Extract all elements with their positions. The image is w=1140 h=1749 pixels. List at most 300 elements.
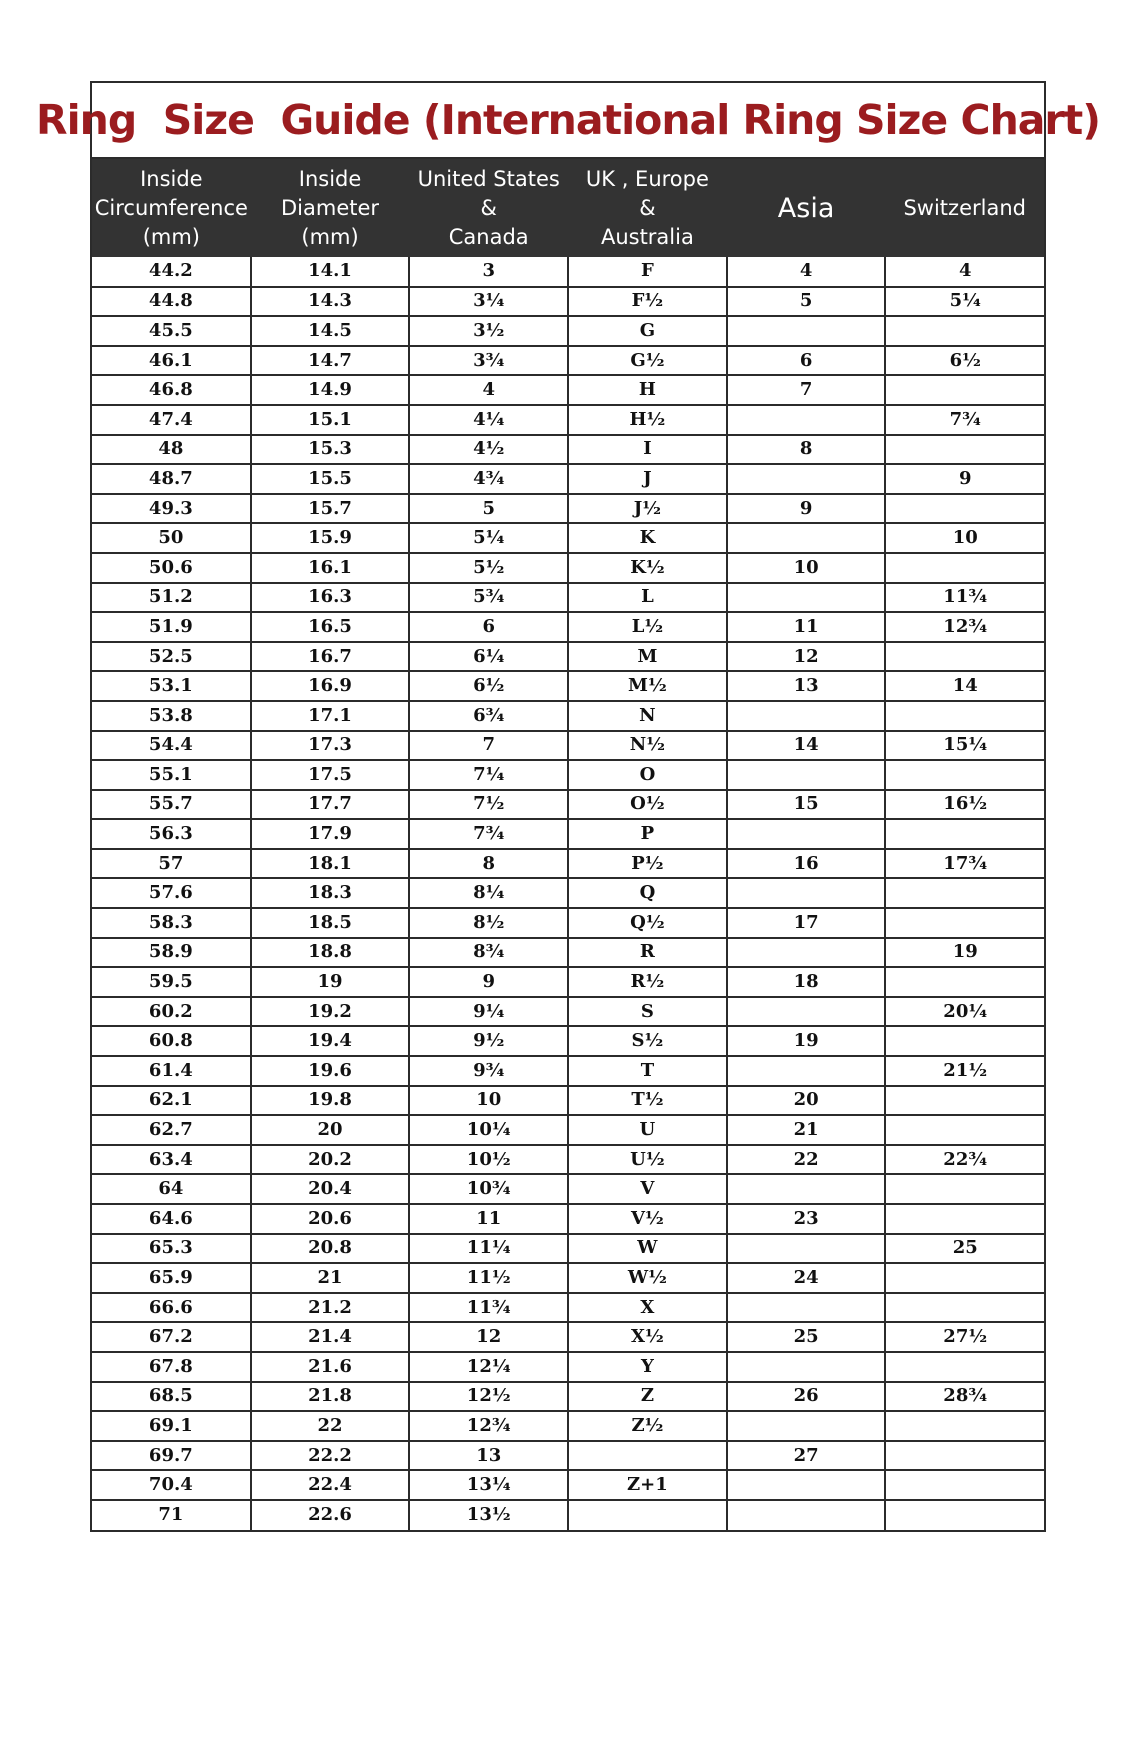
table-row [92, 1441, 1044, 1471]
cell-switzerland: 4 [885, 257, 1044, 287]
cell-inside-diameter: 22.6 [251, 1500, 410, 1530]
cell-us-canada: 13 [409, 1441, 568, 1471]
cell-asia: 10 [727, 553, 886, 583]
cell-inside-diameter: 21.8 [251, 1382, 410, 1412]
cell-inside-diameter: 14.3 [251, 287, 410, 317]
table-row [92, 731, 1044, 761]
cell-inside-circumference: 59.5 [92, 967, 251, 997]
cell-inside-circumference: 51.2 [92, 583, 251, 613]
cell-asia [727, 997, 886, 1027]
cell-us-canada: 6 [409, 612, 568, 642]
cell-uk-europe-australia: K½ [568, 553, 727, 583]
cell-us-canada: 4 [409, 375, 568, 405]
cell-inside-circumference: 69.1 [92, 1411, 251, 1441]
cell-switzerland: 19 [885, 938, 1044, 968]
cell-asia [727, 1411, 886, 1441]
cell-inside-diameter: 21.2 [251, 1293, 410, 1323]
cell-asia [727, 1352, 886, 1382]
cell-asia: 22 [727, 1145, 886, 1175]
cell-switzerland: 22¾ [885, 1145, 1044, 1175]
cell-inside-diameter: 14.7 [251, 346, 410, 376]
cell-uk-europe-australia: G½ [568, 346, 727, 376]
cell-switzerland [885, 316, 1044, 346]
cell-switzerland [885, 967, 1044, 997]
cell-inside-diameter: 17.3 [251, 731, 410, 761]
cell-switzerland [885, 1411, 1044, 1441]
cell-us-canada: 13½ [409, 1500, 568, 1530]
cell-inside-circumference: 58.3 [92, 908, 251, 938]
table-row [92, 1174, 1044, 1204]
cell-switzerland [885, 553, 1044, 583]
cell-asia: 6 [727, 346, 886, 376]
cell-inside-circumference: 53.8 [92, 701, 251, 731]
table-row [92, 612, 1044, 642]
cell-uk-europe-australia: X [568, 1293, 727, 1323]
cell-us-canada: 3½ [409, 316, 568, 346]
cell-inside-diameter: 18.1 [251, 849, 410, 879]
cell-inside-diameter: 17.7 [251, 790, 410, 820]
table-row [92, 1204, 1044, 1234]
cell-inside-circumference: 55.7 [92, 790, 251, 820]
cell-us-canada: 5½ [409, 553, 568, 583]
cell-inside-circumference: 57.6 [92, 878, 251, 908]
table-row [92, 523, 1044, 553]
cell-switzerland [885, 1174, 1044, 1204]
cell-us-canada: 9½ [409, 1026, 568, 1056]
cell-us-canada: 12¼ [409, 1352, 568, 1382]
cell-inside-circumference: 51.9 [92, 612, 251, 642]
cell-inside-diameter: 16.5 [251, 612, 410, 642]
cell-switzerland [885, 1470, 1044, 1500]
table-row [92, 849, 1044, 879]
cell-uk-europe-australia: T [568, 1056, 727, 1086]
cell-asia [727, 1174, 886, 1204]
cell-inside-diameter: 15.9 [251, 523, 410, 553]
cell-asia: 27 [727, 1441, 886, 1471]
cell-inside-diameter: 22.4 [251, 1470, 410, 1500]
cell-asia [727, 1293, 886, 1323]
cell-asia [727, 701, 886, 731]
table-row [92, 435, 1044, 465]
cell-inside-diameter: 18.3 [251, 878, 410, 908]
cell-inside-diameter: 16.9 [251, 671, 410, 701]
cell-asia: 13 [727, 671, 886, 701]
cell-us-canada: 13¼ [409, 1470, 568, 1500]
table-row [92, 494, 1044, 524]
cell-uk-europe-australia: S [568, 997, 727, 1027]
cell-us-canada: 11¼ [409, 1234, 568, 1264]
cell-asia [727, 405, 886, 435]
cell-inside-circumference: 67.8 [92, 1352, 251, 1382]
cell-uk-europe-australia: R½ [568, 967, 727, 997]
cell-uk-europe-australia: L [568, 583, 727, 613]
cell-switzerland [885, 1293, 1044, 1323]
cell-inside-circumference: 61.4 [92, 1056, 251, 1086]
cell-switzerland: 6½ [885, 346, 1044, 376]
cell-asia [727, 523, 886, 553]
cell-inside-circumference: 50 [92, 523, 251, 553]
cell-uk-europe-australia: P [568, 819, 727, 849]
cell-inside-diameter: 19.6 [251, 1056, 410, 1086]
cell-uk-europe-australia: W½ [568, 1263, 727, 1293]
cell-switzerland [885, 494, 1044, 524]
cell-us-canada: 11½ [409, 1263, 568, 1293]
cell-uk-europe-australia: F½ [568, 287, 727, 317]
cell-asia: 25 [727, 1322, 886, 1352]
ring-size-table [92, 159, 1044, 1530]
cell-inside-diameter: 17.9 [251, 819, 410, 849]
cell-us-canada: 7¾ [409, 819, 568, 849]
cell-inside-circumference: 53.1 [92, 671, 251, 701]
cell-switzerland [885, 760, 1044, 790]
table-row [92, 1086, 1044, 1116]
cell-switzerland [885, 1500, 1044, 1530]
cell-inside-diameter: 19.2 [251, 997, 410, 1027]
cell-asia [727, 583, 886, 613]
cell-inside-circumference: 65.3 [92, 1234, 251, 1264]
cell-asia [727, 464, 886, 494]
table-row [92, 583, 1044, 613]
cell-switzerland [885, 1263, 1044, 1293]
cell-inside-circumference: 64.6 [92, 1204, 251, 1234]
cell-switzerland: 5¼ [885, 287, 1044, 317]
cell-inside-circumference: 65.9 [92, 1263, 251, 1293]
cell-inside-diameter: 22 [251, 1411, 410, 1441]
cell-asia: 24 [727, 1263, 886, 1293]
cell-asia [727, 1234, 886, 1264]
cell-switzerland [885, 701, 1044, 731]
cell-asia [727, 878, 886, 908]
table-header [92, 159, 1044, 257]
cell-switzerland: 14 [885, 671, 1044, 701]
cell-us-canada: 9¼ [409, 997, 568, 1027]
cell-inside-diameter: 17.5 [251, 760, 410, 790]
cell-uk-europe-australia: Z+1 [568, 1470, 727, 1500]
cell-inside-diameter: 21.4 [251, 1322, 410, 1352]
cell-switzerland: 15¼ [885, 731, 1044, 761]
table-row [92, 701, 1044, 731]
cell-switzerland: 25 [885, 1234, 1044, 1264]
cell-uk-europe-australia: U½ [568, 1145, 727, 1175]
cell-inside-diameter: 20.8 [251, 1234, 410, 1264]
cell-asia [727, 819, 886, 849]
cell-inside-circumference: 44.8 [92, 287, 251, 317]
cell-inside-diameter: 22.2 [251, 1441, 410, 1471]
cell-switzerland: 12¾ [885, 612, 1044, 642]
cell-switzerland [885, 1115, 1044, 1145]
cell-switzerland [885, 908, 1044, 938]
cell-uk-europe-australia: I [568, 435, 727, 465]
table-row [92, 1263, 1044, 1293]
cell-us-canada: 3¾ [409, 346, 568, 376]
header-asia: Asia [777, 192, 835, 224]
header-inside-circumference: Inside Circumference (mm) [94, 166, 248, 249]
cell-uk-europe-australia [568, 1500, 727, 1530]
cell-us-canada: 6½ [409, 671, 568, 701]
cell-asia: 19 [727, 1026, 886, 1056]
cell-uk-europe-australia: F [568, 257, 727, 287]
table-row [92, 375, 1044, 405]
cell-inside-diameter: 16.1 [251, 553, 410, 583]
cell-switzerland [885, 435, 1044, 465]
table-row [92, 908, 1044, 938]
cell-inside-circumference: 47.4 [92, 405, 251, 435]
cell-asia [727, 316, 886, 346]
cell-asia [727, 760, 886, 790]
cell-uk-europe-australia: O [568, 760, 727, 790]
cell-uk-europe-australia: J [568, 464, 727, 494]
cell-switzerland [885, 819, 1044, 849]
cell-us-canada: 8¼ [409, 878, 568, 908]
cell-us-canada: 6¾ [409, 701, 568, 731]
cell-uk-europe-australia: U [568, 1115, 727, 1145]
cell-uk-europe-australia: Z [568, 1382, 727, 1412]
cell-inside-diameter: 19.4 [251, 1026, 410, 1056]
cell-asia [727, 1056, 886, 1086]
cell-switzerland [885, 878, 1044, 908]
cell-inside-diameter: 15.7 [251, 494, 410, 524]
table-row [92, 1234, 1044, 1264]
table-row [92, 287, 1044, 317]
cell-switzerland: 7¾ [885, 405, 1044, 435]
table-row [92, 819, 1044, 849]
cell-us-canada: 3¼ [409, 287, 568, 317]
cell-inside-diameter: 14.9 [251, 375, 410, 405]
cell-asia: 26 [727, 1382, 886, 1412]
table-row [92, 938, 1044, 968]
cell-inside-diameter: 15.3 [251, 435, 410, 465]
cell-inside-circumference: 55.1 [92, 760, 251, 790]
cell-inside-circumference: 67.2 [92, 1322, 251, 1352]
cell-inside-diameter: 20.2 [251, 1145, 410, 1175]
cell-switzerland: 17¾ [885, 849, 1044, 879]
cell-asia: 5 [727, 287, 886, 317]
cell-us-canada: 12¾ [409, 1411, 568, 1441]
cell-asia: 11 [727, 612, 886, 642]
cell-inside-diameter: 18.8 [251, 938, 410, 968]
cell-us-canada: 9 [409, 967, 568, 997]
cell-us-canada: 7½ [409, 790, 568, 820]
cell-us-canada: 11¾ [409, 1293, 568, 1323]
table-row [92, 1382, 1044, 1412]
header-inside-diameter: Inside Diameter (mm) [281, 166, 380, 249]
cell-switzerland: 27½ [885, 1322, 1044, 1352]
cell-asia: 18 [727, 967, 886, 997]
table-row [92, 997, 1044, 1027]
cell-inside-circumference: 71 [92, 1500, 251, 1530]
cell-inside-circumference: 50.6 [92, 553, 251, 583]
table-row [92, 1500, 1044, 1530]
cell-us-canada: 8 [409, 849, 568, 879]
cell-inside-diameter: 20 [251, 1115, 410, 1145]
header-uk-europe-australia: UK , Europe & Australia [585, 166, 709, 249]
cell-inside-circumference: 70.4 [92, 1470, 251, 1500]
cell-asia: 23 [727, 1204, 886, 1234]
table-row [92, 878, 1044, 908]
header-switzerland: Switzerland [903, 195, 1026, 220]
table-row [92, 553, 1044, 583]
cell-switzerland [885, 1441, 1044, 1471]
cell-inside-diameter: 16.7 [251, 642, 410, 672]
cell-inside-circumference: 49.3 [92, 494, 251, 524]
cell-switzerland [885, 1026, 1044, 1056]
cell-uk-europe-australia: M [568, 642, 727, 672]
cell-inside-circumference: 56.3 [92, 819, 251, 849]
cell-asia: 20 [727, 1086, 886, 1116]
cell-uk-europe-australia: H½ [568, 405, 727, 435]
cell-inside-circumference: 68.5 [92, 1382, 251, 1412]
cell-switzerland [885, 1352, 1044, 1382]
cell-inside-diameter: 19 [251, 967, 410, 997]
cell-uk-europe-australia: G [568, 316, 727, 346]
cell-switzerland: 9 [885, 464, 1044, 494]
cell-inside-circumference: 64 [92, 1174, 251, 1204]
ring-size-chart [36, 81, 1100, 1532]
cell-inside-diameter: 16.3 [251, 583, 410, 613]
cell-switzerland: 20¼ [885, 997, 1044, 1027]
cell-uk-europe-australia: P½ [568, 849, 727, 879]
cell-us-canada: 5¼ [409, 523, 568, 553]
cell-inside-circumference: 46.8 [92, 375, 251, 405]
cell-us-canada: 5¾ [409, 583, 568, 613]
table-row [92, 464, 1044, 494]
chart-title: Ring Size Guide (International Ring Size Chart) [92, 83, 1044, 159]
cell-uk-europe-australia: V½ [568, 1204, 727, 1234]
cell-switzerland [885, 1204, 1044, 1234]
cell-inside-circumference: 48.7 [92, 464, 251, 494]
cell-inside-circumference: 60.8 [92, 1026, 251, 1056]
cell-switzerland: 10 [885, 523, 1044, 553]
cell-switzerland: 28¾ [885, 1382, 1044, 1412]
table-row [92, 760, 1044, 790]
cell-inside-diameter: 15.1 [251, 405, 410, 435]
cell-inside-diameter: 19.8 [251, 1086, 410, 1116]
cell-uk-europe-australia: Q½ [568, 908, 727, 938]
cell-switzerland: 21½ [885, 1056, 1044, 1086]
cell-uk-europe-australia: J½ [568, 494, 727, 524]
cell-us-canada: 9¾ [409, 1056, 568, 1086]
table-row [92, 1026, 1044, 1056]
table-row [92, 642, 1044, 672]
cell-asia: 4 [727, 257, 886, 287]
cell-uk-europe-australia: N½ [568, 731, 727, 761]
cell-inside-circumference: 57 [92, 849, 251, 879]
table-body [92, 257, 1044, 1530]
cell-switzerland [885, 1086, 1044, 1116]
table-row [92, 1352, 1044, 1382]
cell-uk-europe-australia: H [568, 375, 727, 405]
table-row [92, 1145, 1044, 1175]
cell-asia: 9 [727, 494, 886, 524]
cell-uk-europe-australia: K [568, 523, 727, 553]
cell-inside-circumference: 60.2 [92, 997, 251, 1027]
cell-us-canada: 8½ [409, 908, 568, 938]
cell-inside-circumference: 54.4 [92, 731, 251, 761]
table-row [92, 257, 1044, 287]
table-row [92, 346, 1044, 376]
cell-inside-diameter: 21.6 [251, 1352, 410, 1382]
cell-asia: 17 [727, 908, 886, 938]
table-row [92, 405, 1044, 435]
cell-inside-circumference: 48 [92, 435, 251, 465]
cell-uk-europe-australia: R [568, 938, 727, 968]
cell-inside-circumference: 46.1 [92, 346, 251, 376]
cell-asia: 12 [727, 642, 886, 672]
cell-asia: 7 [727, 375, 886, 405]
cell-us-canada: 10 [409, 1086, 568, 1116]
cell-us-canada: 5 [409, 494, 568, 524]
header-row [92, 159, 1044, 257]
cell-inside-circumference: 69.7 [92, 1441, 251, 1471]
cell-us-canada: 3 [409, 257, 568, 287]
cell-uk-europe-australia: Q [568, 878, 727, 908]
cell-switzerland: 16½ [885, 790, 1044, 820]
table-row [92, 790, 1044, 820]
cell-uk-europe-australia: V [568, 1174, 727, 1204]
cell-asia: 21 [727, 1115, 886, 1145]
table-row [92, 1470, 1044, 1500]
cell-switzerland: 11¾ [885, 583, 1044, 613]
cell-uk-europe-australia: M½ [568, 671, 727, 701]
cell-us-canada: 10¼ [409, 1115, 568, 1145]
cell-us-canada: 12 [409, 1322, 568, 1352]
cell-inside-diameter: 14.5 [251, 316, 410, 346]
cell-uk-europe-australia: S½ [568, 1026, 727, 1056]
table-row [92, 1115, 1044, 1145]
table-row [92, 1322, 1044, 1352]
cell-uk-europe-australia [568, 1441, 727, 1471]
cell-uk-europe-australia: N [568, 701, 727, 731]
cell-us-canada: 4¾ [409, 464, 568, 494]
table-row [92, 671, 1044, 701]
cell-uk-europe-australia: O½ [568, 790, 727, 820]
cell-uk-europe-australia: L½ [568, 612, 727, 642]
cell-inside-diameter: 17.1 [251, 701, 410, 731]
cell-inside-diameter: 15.5 [251, 464, 410, 494]
cell-inside-circumference: 44.2 [92, 257, 251, 287]
cell-us-canada: 4¼ [409, 405, 568, 435]
cell-us-canada: 4½ [409, 435, 568, 465]
cell-us-canada: 7 [409, 731, 568, 761]
table-row [92, 1056, 1044, 1086]
table-row [92, 1293, 1044, 1323]
cell-switzerland [885, 375, 1044, 405]
table-row [92, 1411, 1044, 1441]
cell-asia: 16 [727, 849, 886, 879]
cell-inside-circumference: 62.7 [92, 1115, 251, 1145]
cell-us-canada: 10¾ [409, 1174, 568, 1204]
cell-asia [727, 1500, 886, 1530]
cell-asia: 15 [727, 790, 886, 820]
cell-uk-europe-australia: X½ [568, 1322, 727, 1352]
cell-switzerland [885, 642, 1044, 672]
cell-uk-europe-australia: Z½ [568, 1411, 727, 1441]
cell-inside-circumference: 52.5 [92, 642, 251, 672]
cell-asia: 14 [727, 731, 886, 761]
cell-inside-diameter: 21 [251, 1263, 410, 1293]
table-row [92, 967, 1044, 997]
cell-inside-circumference: 45.5 [92, 316, 251, 346]
cell-inside-circumference: 62.1 [92, 1086, 251, 1116]
cell-inside-diameter: 18.5 [251, 908, 410, 938]
cell-inside-circumference: 66.6 [92, 1293, 251, 1323]
cell-inside-diameter: 14.1 [251, 257, 410, 287]
cell-us-canada: 11 [409, 1204, 568, 1234]
cell-inside-diameter: 20.6 [251, 1204, 410, 1234]
cell-inside-circumference: 63.4 [92, 1145, 251, 1175]
cell-asia [727, 1470, 886, 1500]
cell-inside-diameter: 20.4 [251, 1174, 410, 1204]
